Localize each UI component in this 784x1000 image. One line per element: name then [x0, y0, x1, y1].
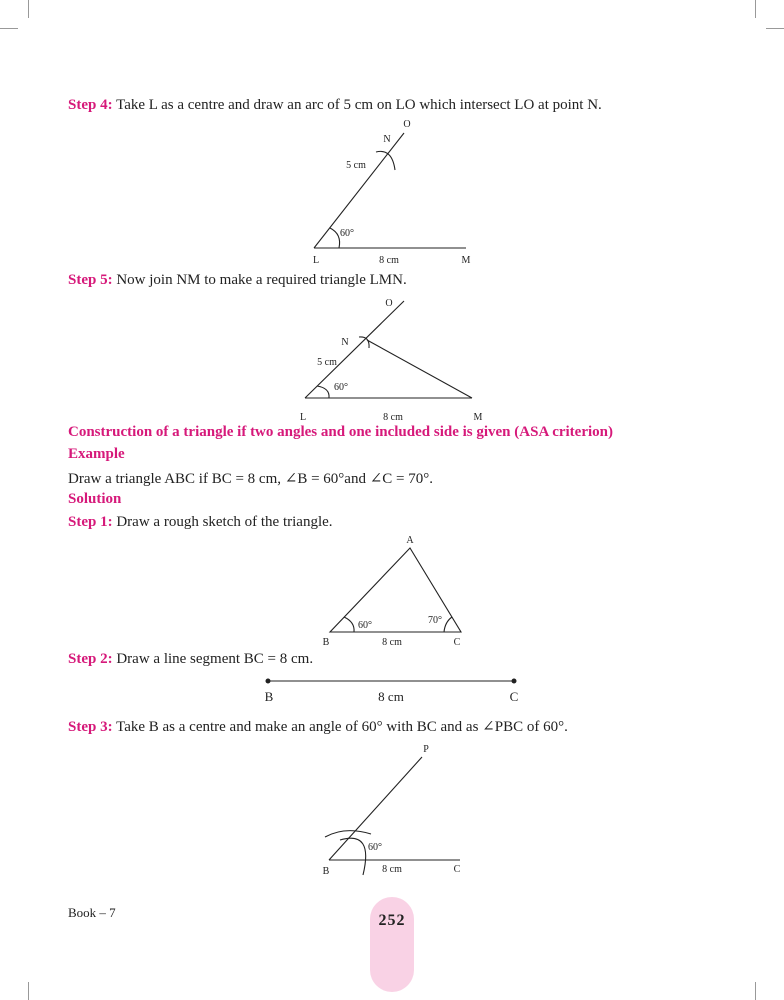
angle-arc-b: [344, 617, 354, 632]
arc-n: [359, 337, 369, 348]
label-b: B: [322, 866, 330, 877]
segment-nm: [367, 340, 472, 398]
label-angle: 60°: [334, 382, 348, 393]
arc-n: [376, 151, 395, 170]
step-label: Step 5:: [68, 272, 113, 288]
angle-arc-c: [444, 617, 452, 632]
label-bc: 8 cm: [382, 637, 402, 648]
step-label: Step 1:: [68, 514, 113, 530]
angle-arc: [330, 228, 340, 248]
figure-step2: [265, 679, 519, 705]
label-lm: 8 cm: [383, 412, 403, 423]
ray-lo: [305, 301, 404, 398]
label-bc: 8 cm: [382, 864, 402, 875]
label-m: M: [461, 255, 471, 266]
example-text: Draw a triangle ABC if BC = 8 cm, ∠B = 60°and ∠C = 70°.: [68, 471, 433, 487]
label-angle-c: 70°: [428, 615, 442, 626]
step-label: Step 3:: [68, 719, 113, 735]
page-number: 252: [378, 912, 406, 929]
label-ln: 5 cm: [317, 357, 337, 368]
label-c: C: [509, 689, 519, 704]
construction-arc: [325, 831, 371, 837]
step-body: Take L as a centre and draw an arc of 5 cm on LO which intersect LO at point N.: [112, 97, 602, 113]
label-p: P: [423, 744, 429, 755]
point-c: [512, 679, 517, 684]
figure-step4: [313, 119, 471, 266]
book-label: Book – 7: [68, 905, 116, 920]
step-body: Draw a rough sketch of the triangle.: [112, 514, 333, 530]
example-heading: Example: [68, 446, 125, 462]
label-o: O: [385, 298, 393, 309]
label-b: B: [322, 637, 330, 648]
label-l: L: [299, 412, 307, 423]
label-m: M: [473, 412, 483, 423]
step-body: Take B as a centre and make an angle of 60° with BC and as ∠PBC of 60°.: [112, 719, 568, 735]
label-lm: 8 cm: [379, 255, 399, 266]
label-l: L: [312, 255, 320, 266]
label-ln: 5 cm: [346, 160, 366, 171]
point-b: [266, 679, 271, 684]
label-angle-b: 60°: [358, 620, 372, 631]
label-a: A: [406, 535, 414, 546]
asa-heading: Construction of a triangle if two angles and one included side is given (ASA criterion): [68, 424, 614, 440]
label-n: N: [341, 337, 349, 348]
label-o: O: [403, 119, 411, 130]
solution-heading: Solution: [68, 491, 122, 507]
ray-lo: [314, 133, 404, 248]
figure-step5: [300, 298, 483, 423]
label-angle: 60°: [340, 228, 354, 239]
label-c: C: [453, 864, 461, 875]
label-n: N: [383, 134, 391, 145]
step-body: Now join NM to make a required triangle LMN.: [112, 272, 407, 288]
figure-step3: [323, 744, 461, 877]
step-label: Step 4:: [68, 97, 113, 113]
label-c: C: [453, 637, 461, 648]
label-b: B: [264, 689, 274, 704]
label-angle: 60°: [368, 842, 382, 853]
angle-arc: [317, 386, 329, 398]
label-bc: 8 cm: [378, 689, 404, 704]
figure-step1-sketch: [323, 535, 461, 648]
step-label: Step 2:: [68, 651, 113, 667]
step-body: Draw a line segment BC = 8 cm.: [112, 651, 314, 667]
